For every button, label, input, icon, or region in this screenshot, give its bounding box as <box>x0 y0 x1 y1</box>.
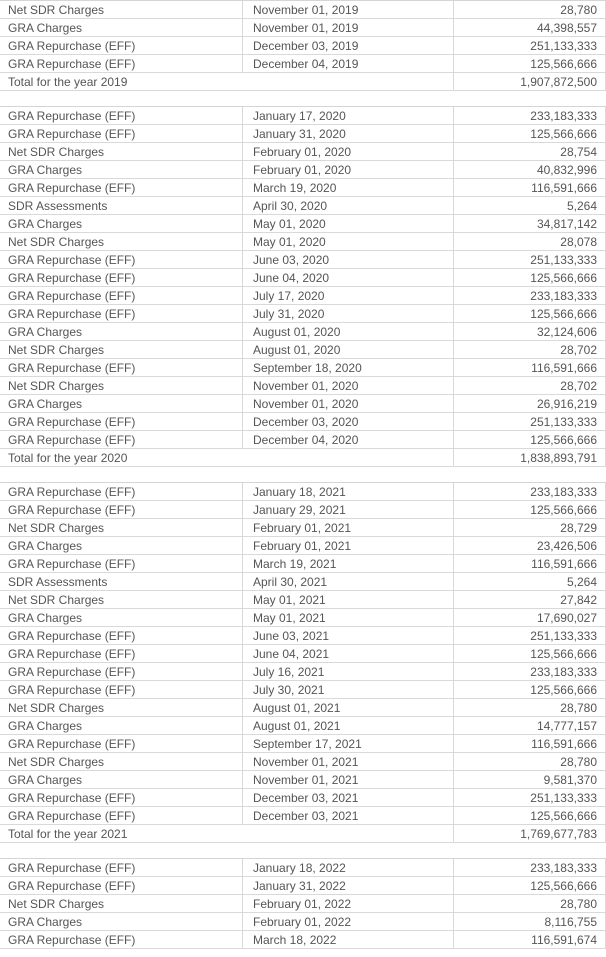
amount-cell: 125,566,666 <box>454 431 606 448</box>
table-row <box>0 1 606 19</box>
table-row <box>0 663 606 681</box>
transaction-type-cell: GRA Charges <box>0 717 243 734</box>
date-cell: September 18, 2020 <box>243 359 454 376</box>
transaction-type-cell: GRA Repurchase (EFF) <box>0 859 243 876</box>
transaction-type-cell: GRA Charges <box>0 161 243 178</box>
transaction-type-cell: GRA Charges <box>0 19 243 36</box>
date-cell: January 29, 2021 <box>243 501 454 518</box>
date-cell: May 01, 2020 <box>243 215 454 232</box>
date-cell: January 18, 2021 <box>243 483 454 500</box>
date-cell: November 01, 2019 <box>243 1 454 18</box>
date-cell: July 17, 2020 <box>243 287 454 304</box>
date-cell: December 04, 2019 <box>243 55 454 72</box>
table-row <box>0 305 606 323</box>
transaction-type-cell: Net SDR Charges <box>0 1 243 18</box>
table-row <box>0 269 606 287</box>
transaction-type-cell: GRA Repurchase (EFF) <box>0 413 243 430</box>
amount-cell: 251,133,333 <box>454 251 606 268</box>
amount-cell: 125,566,666 <box>454 269 606 286</box>
transaction-type-cell: GRA Repurchase (EFF) <box>0 179 243 196</box>
year-section <box>0 106 606 467</box>
date-cell: April 30, 2020 <box>243 197 454 214</box>
table-row <box>0 877 606 895</box>
amount-cell: 116,591,666 <box>454 735 606 752</box>
transaction-type-cell: GRA Repurchase (EFF) <box>0 125 243 142</box>
date-cell: May 01, 2021 <box>243 591 454 608</box>
amount-cell: 125,566,666 <box>454 807 606 824</box>
table-row <box>0 233 606 251</box>
amount-cell: 27,842 <box>454 591 606 608</box>
year-section <box>0 858 606 949</box>
table-row <box>0 859 606 877</box>
date-cell: June 04, 2020 <box>243 269 454 286</box>
total-row <box>0 73 606 91</box>
transaction-type-cell: Net SDR Charges <box>0 519 243 536</box>
amount-cell: 125,566,666 <box>454 645 606 662</box>
table-row <box>0 341 606 359</box>
amount-cell: 125,566,666 <box>454 305 606 322</box>
amount-cell: 28,780 <box>454 1 606 18</box>
date-cell: July 31, 2020 <box>243 305 454 322</box>
amount-cell: 17,690,027 <box>454 609 606 626</box>
amount-cell: 116,591,674 <box>454 931 606 948</box>
amount-cell: 9,581,370 <box>454 771 606 788</box>
amount-cell: 251,133,333 <box>454 789 606 806</box>
table-row <box>0 913 606 931</box>
transaction-type-cell: GRA Charges <box>0 215 243 232</box>
date-cell: November 01, 2021 <box>243 753 454 770</box>
date-cell: December 03, 2021 <box>243 789 454 806</box>
amount-cell: 251,133,333 <box>454 413 606 430</box>
date-cell: February 01, 2022 <box>243 913 454 930</box>
table-row <box>0 931 606 949</box>
transaction-type-cell: GRA Repurchase (EFF) <box>0 555 243 572</box>
table-row <box>0 573 606 591</box>
transaction-type-cell: GRA Charges <box>0 609 243 626</box>
table-row <box>0 287 606 305</box>
total-label-cell: Total for the year 2019 <box>0 73 454 90</box>
transaction-type-cell: GRA Charges <box>0 395 243 412</box>
date-cell: February 01, 2021 <box>243 537 454 554</box>
transaction-type-cell: GRA Repurchase (EFF) <box>0 627 243 644</box>
table-row <box>0 55 606 73</box>
table-row <box>0 555 606 573</box>
total-row <box>0 825 606 843</box>
amount-cell: 28,754 <box>454 143 606 160</box>
transaction-type-cell: SDR Assessments <box>0 573 243 590</box>
date-cell: February 01, 2020 <box>243 161 454 178</box>
date-cell: December 03, 2020 <box>243 413 454 430</box>
table-row <box>0 377 606 395</box>
date-cell: July 16, 2021 <box>243 663 454 680</box>
transaction-type-cell: GRA Charges <box>0 323 243 340</box>
date-cell: May 01, 2020 <box>243 233 454 250</box>
total-label-cell: Total for the year 2020 <box>0 449 454 466</box>
transaction-type-cell: Net SDR Charges <box>0 341 243 358</box>
transaction-type-cell: Net SDR Charges <box>0 143 243 160</box>
transaction-type-cell: Net SDR Charges <box>0 233 243 250</box>
table-row <box>0 699 606 717</box>
table-row <box>0 717 606 735</box>
amount-cell: 28,729 <box>454 519 606 536</box>
transaction-type-cell: GRA Repurchase (EFF) <box>0 305 243 322</box>
total-amount-cell: 1,769,677,783 <box>454 825 606 842</box>
transaction-type-cell: GRA Charges <box>0 537 243 554</box>
date-cell: June 03, 2021 <box>243 627 454 644</box>
date-cell: March 18, 2022 <box>243 931 454 948</box>
amount-cell: 116,591,666 <box>454 359 606 376</box>
transaction-type-cell: GRA Repurchase (EFF) <box>0 645 243 662</box>
date-cell: March 19, 2020 <box>243 179 454 196</box>
table-row <box>0 645 606 663</box>
date-cell: December 03, 2019 <box>243 37 454 54</box>
table-row <box>0 609 606 627</box>
transaction-type-cell: SDR Assessments <box>0 197 243 214</box>
amount-cell: 251,133,333 <box>454 627 606 644</box>
year-section <box>0 0 606 91</box>
transaction-type-cell: GRA Repurchase (EFF) <box>0 807 243 824</box>
table-row <box>0 753 606 771</box>
date-cell: February 01, 2022 <box>243 895 454 912</box>
amount-cell: 251,133,333 <box>454 37 606 54</box>
transaction-type-cell: GRA Repurchase (EFF) <box>0 501 243 518</box>
table-row <box>0 143 606 161</box>
table-row <box>0 789 606 807</box>
amount-cell: 116,591,666 <box>454 555 606 572</box>
transaction-type-cell: GRA Repurchase (EFF) <box>0 681 243 698</box>
table-row <box>0 19 606 37</box>
amount-cell: 125,566,666 <box>454 681 606 698</box>
amount-cell: 233,183,333 <box>454 483 606 500</box>
table-row <box>0 807 606 825</box>
transaction-type-cell: GRA Repurchase (EFF) <box>0 251 243 268</box>
transaction-type-cell: GRA Charges <box>0 913 243 930</box>
total-amount-cell: 1,907,872,500 <box>454 73 606 90</box>
transaction-type-cell: GRA Charges <box>0 771 243 788</box>
table-row <box>0 359 606 377</box>
amount-cell: 28,780 <box>454 753 606 770</box>
date-cell: March 19, 2021 <box>243 555 454 572</box>
date-cell: September 17, 2021 <box>243 735 454 752</box>
date-cell: December 04, 2020 <box>243 431 454 448</box>
table-row <box>0 483 606 501</box>
amount-cell: 34,817,142 <box>454 215 606 232</box>
table-row <box>0 107 606 125</box>
table-row <box>0 519 606 537</box>
date-cell: January 17, 2020 <box>243 107 454 124</box>
transaction-type-cell: GRA Repurchase (EFF) <box>0 107 243 124</box>
table-row <box>0 125 606 143</box>
table-row <box>0 251 606 269</box>
date-cell: August 01, 2021 <box>243 699 454 716</box>
transaction-type-cell: GRA Repurchase (EFF) <box>0 37 243 54</box>
date-cell: January 18, 2022 <box>243 859 454 876</box>
date-cell: July 30, 2021 <box>243 681 454 698</box>
transaction-type-cell: Net SDR Charges <box>0 377 243 394</box>
table-row <box>0 37 606 55</box>
date-cell: June 03, 2020 <box>243 251 454 268</box>
date-cell: November 01, 2021 <box>243 771 454 788</box>
table-row <box>0 681 606 699</box>
date-cell: January 31, 2022 <box>243 877 454 894</box>
transaction-type-cell: GRA Repurchase (EFF) <box>0 663 243 680</box>
date-cell: June 04, 2021 <box>243 645 454 662</box>
table-row <box>0 537 606 555</box>
amount-cell: 44,398,557 <box>454 19 606 36</box>
amount-cell: 28,078 <box>454 233 606 250</box>
transaction-type-cell: GRA Repurchase (EFF) <box>0 287 243 304</box>
amount-cell: 233,183,333 <box>454 663 606 680</box>
amount-cell: 125,566,666 <box>454 55 606 72</box>
amount-cell: 32,124,606 <box>454 323 606 340</box>
transaction-type-cell: GRA Repurchase (EFF) <box>0 359 243 376</box>
date-cell: August 01, 2020 <box>243 323 454 340</box>
table-row <box>0 215 606 233</box>
transaction-type-cell: GRA Repurchase (EFF) <box>0 431 243 448</box>
amount-cell: 28,780 <box>454 699 606 716</box>
transaction-type-cell: Net SDR Charges <box>0 699 243 716</box>
transaction-type-cell: GRA Repurchase (EFF) <box>0 789 243 806</box>
table-row <box>0 197 606 215</box>
date-cell: December 03, 2021 <box>243 807 454 824</box>
total-label-cell: Total for the year 2021 <box>0 825 454 842</box>
amount-cell: 28,702 <box>454 377 606 394</box>
amount-cell: 116,591,666 <box>454 179 606 196</box>
transaction-type-cell: GRA Repurchase (EFF) <box>0 735 243 752</box>
date-cell: August 01, 2020 <box>243 341 454 358</box>
total-row <box>0 449 606 467</box>
table-row <box>0 413 606 431</box>
transaction-type-cell: GRA Repurchase (EFF) <box>0 55 243 72</box>
year-section <box>0 482 606 843</box>
date-cell: April 30, 2021 <box>243 573 454 590</box>
date-cell: May 01, 2021 <box>243 609 454 626</box>
transaction-type-cell: GRA Repurchase (EFF) <box>0 483 243 500</box>
transaction-type-cell: GRA Repurchase (EFF) <box>0 877 243 894</box>
date-cell: February 01, 2021 <box>243 519 454 536</box>
amount-cell: 26,916,219 <box>454 395 606 412</box>
table-row <box>0 161 606 179</box>
amount-cell: 233,183,333 <box>454 107 606 124</box>
transaction-type-cell: Net SDR Charges <box>0 753 243 770</box>
table-row <box>0 895 606 913</box>
table-row <box>0 179 606 197</box>
transaction-type-cell: Net SDR Charges <box>0 591 243 608</box>
table-row <box>0 735 606 753</box>
transaction-type-cell: GRA Repurchase (EFF) <box>0 269 243 286</box>
date-cell: January 31, 2020 <box>243 125 454 142</box>
date-cell: November 01, 2020 <box>243 395 454 412</box>
amount-cell: 28,702 <box>454 341 606 358</box>
amount-cell: 233,183,333 <box>454 859 606 876</box>
amount-cell: 8,116,755 <box>454 913 606 930</box>
amount-cell: 14,777,157 <box>454 717 606 734</box>
amount-cell: 233,183,333 <box>454 287 606 304</box>
table-row <box>0 431 606 449</box>
amount-cell: 5,264 <box>454 197 606 214</box>
date-cell: February 01, 2020 <box>243 143 454 160</box>
amount-cell: 28,780 <box>454 895 606 912</box>
table-row <box>0 591 606 609</box>
transaction-type-cell: Net SDR Charges <box>0 895 243 912</box>
date-cell: November 01, 2020 <box>243 377 454 394</box>
table-row <box>0 395 606 413</box>
amount-cell: 23,426,506 <box>454 537 606 554</box>
date-cell: November 01, 2019 <box>243 19 454 36</box>
table-row <box>0 627 606 645</box>
transaction-type-cell: GRA Repurchase (EFF) <box>0 931 243 948</box>
amount-cell: 40,832,996 <box>454 161 606 178</box>
table-row <box>0 501 606 519</box>
amount-cell: 125,566,666 <box>454 125 606 142</box>
amount-cell: 125,566,666 <box>454 501 606 518</box>
total-amount-cell: 1,838,893,791 <box>454 449 606 466</box>
date-cell: August 01, 2021 <box>243 717 454 734</box>
table-row <box>0 323 606 341</box>
amount-cell: 5,264 <box>454 573 606 590</box>
amount-cell: 125,566,666 <box>454 877 606 894</box>
table-row <box>0 771 606 789</box>
